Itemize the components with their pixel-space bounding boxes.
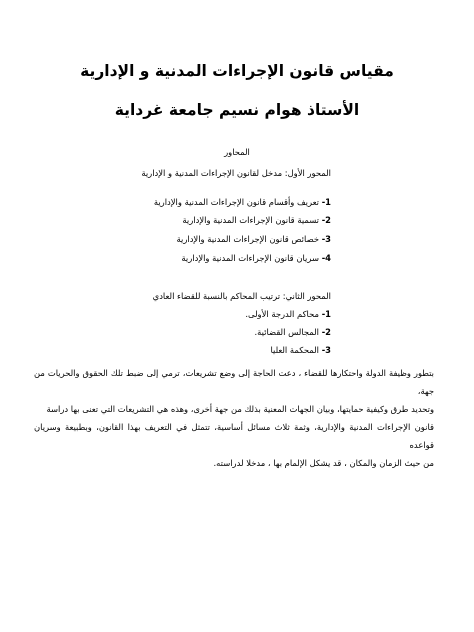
axis2-item-3 [270, 345, 331, 355]
axis1-item-4 [181, 253, 331, 263]
paragraph-line-4: من حيث الزمان والمكان ، قد يشكل الإلمام بها ، مدخلا لدراسته. [213, 458, 434, 468]
paragraph-line-3: قانون الإجراءات المدنية والإدارية، وثمة ثلاث مسائل أساسية، تتمثل في التعريف بهذا القانون، وبطبيعة وسريان قواعده [34, 422, 434, 450]
document-title: مقياس قانون الإجراءات المدنية و الإدارية [80, 62, 394, 80]
axis1-item-4-text: سريان قانون الإجراءات المدنية والإدارية [181, 253, 320, 263]
axes-heading: المحاور [224, 147, 250, 157]
axis1-item-2-text: تسمية قانون الإجراءات المدنية والإدارية [182, 215, 320, 225]
axis1-item-1 [154, 197, 331, 207]
axis1-item-3-text: خصائص قانون الإجراءات المدنية والإدارية [176, 234, 320, 244]
axis1-item-1-text: تعريف وأقسام قانون الإجراءات المدنية والإدارية [153, 197, 320, 207]
paragraph-line-2: وتحديد طرق وكيفية حمايتها، وبيان الجهات المعنية بذلك من جهة أخرى، وهذه هي التشريعات التي تعنى بها دراسة [46, 404, 434, 414]
axis1-item-2 [182, 215, 331, 225]
axis2-item-2-text: المجالس القضائية. [254, 327, 320, 337]
axis1-item-3-num: 3- [321, 234, 331, 244]
intro-paragraph [34, 364, 434, 472]
axis1-item-4-num: 4- [321, 253, 331, 263]
axis2-item-3-text: المحكمة العليا [270, 345, 320, 355]
axis2-item-1-num: 1- [321, 309, 331, 319]
axis2-item-2 [255, 327, 332, 337]
axis2-item-2-num: 2- [321, 327, 331, 337]
axis1-title: المحور الأول: مدخل لقانون الإجراءات المدنية و الإدارية [141, 168, 331, 178]
axis1-item-3 [177, 234, 332, 244]
axis2-item-1 [245, 309, 331, 319]
axis1-item-1-num: 1- [321, 197, 331, 207]
axis2-title: المحور الثاني: ترتيب المحاكم بالنسبة للقضاء العادي [152, 291, 331, 301]
paragraph-line-1: بتطور وظيفة الدولة واحتكارها للقضاء ، دعت الحاجة إلى وضع تشريعات، ترمي إلى ضبط تلك الحقوق والحريات من جهة، [34, 368, 434, 396]
axis1-item-2-num: 2- [321, 215, 331, 225]
axis2-item-3-num: 3- [321, 345, 331, 355]
document-author: الأستاذ هوام نسيم جامعة غرداية [114, 101, 360, 119]
axis2-item-1-text: محاكم الدرجة الأولى. [245, 309, 320, 319]
